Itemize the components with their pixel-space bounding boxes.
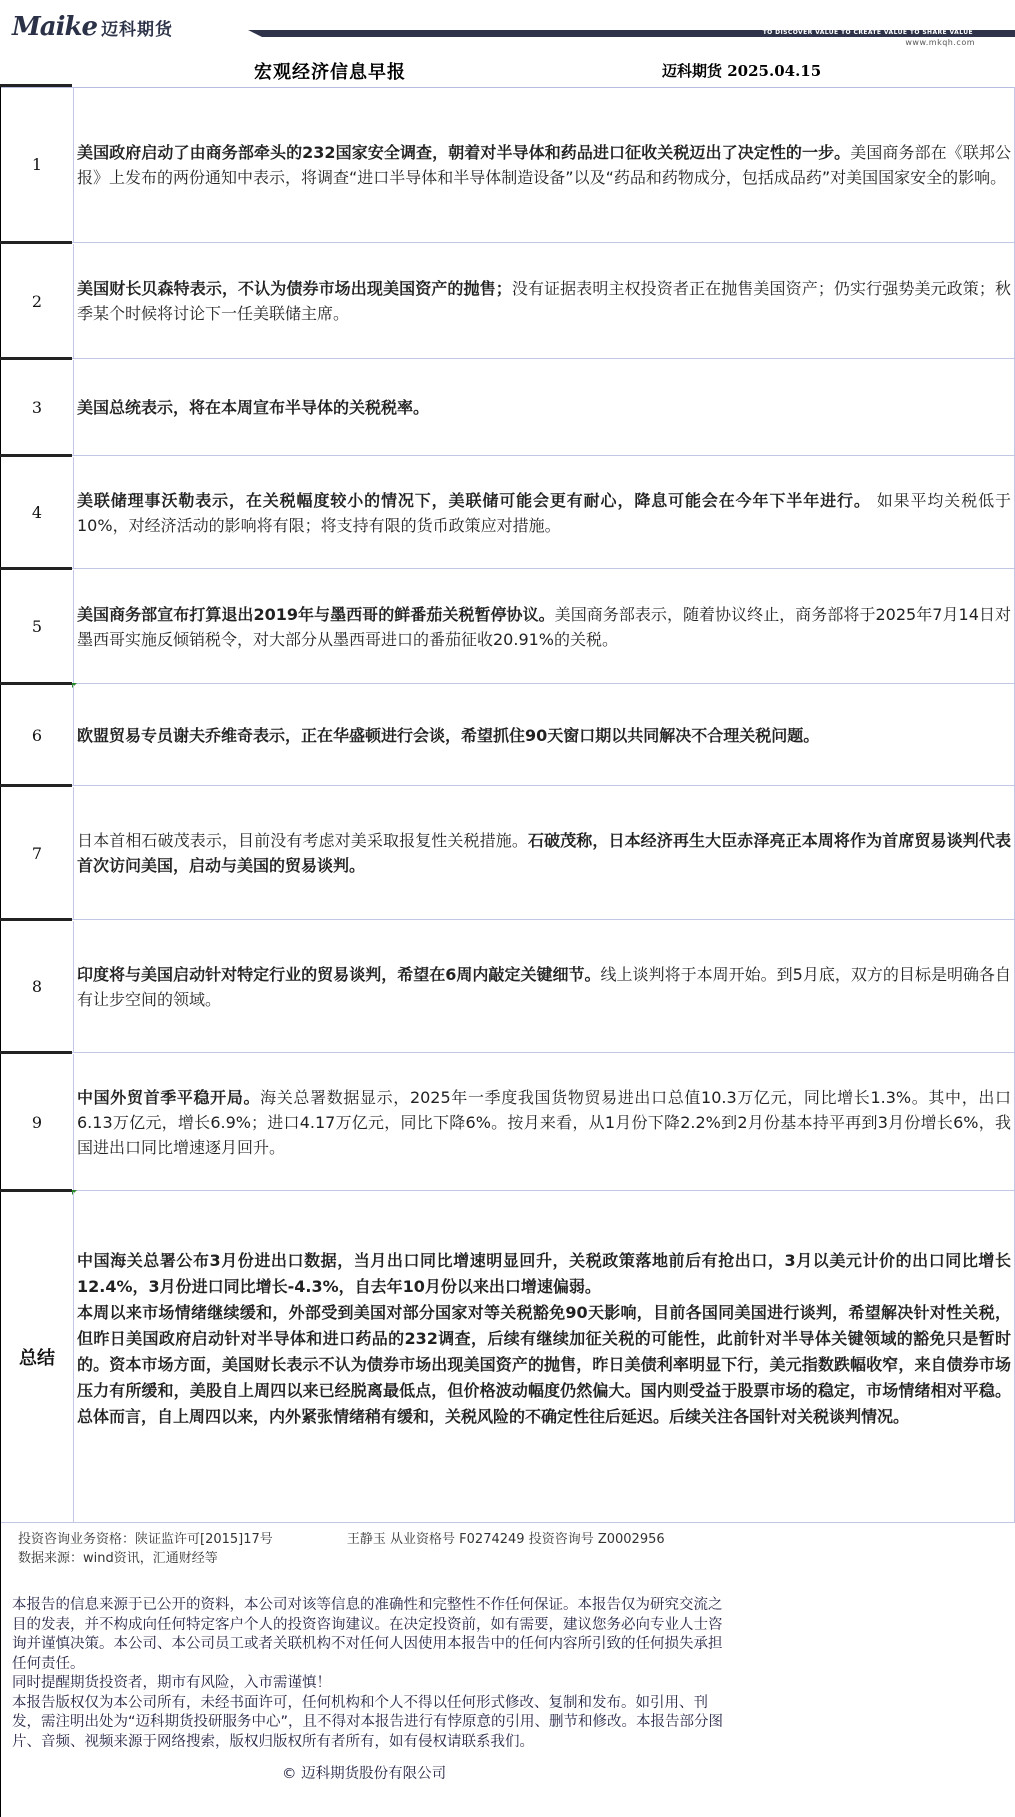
- row-body: 美国商务部表示，随着协议终止，商务部将于2025年7月14日对墨西哥实施反倾销税令，对大部分从墨西哥进口的番茄征收20.91%的关税。: [77, 604, 1011, 649]
- summary-label: 总结: [0, 1192, 74, 1522]
- website-link[interactable]: www.mkqh.com: [905, 38, 975, 47]
- news-row: [0, 457, 1015, 569]
- news-row: [0, 1054, 1015, 1191]
- row-content: [77, 457, 1011, 568]
- qualification-text: 投资咨询业务资格：陕证监许可[2015]17号: [18, 1532, 273, 1547]
- row-headline: 中国外贸首季平稳开局。: [77, 1087, 261, 1107]
- row-body: 如果平均关税低于10%，对经济活动的影响将有限；将支持有限的货币政策应对措施。: [77, 490, 1011, 535]
- news-row: [0, 685, 1015, 786]
- analyst-text: 王静玉 从业资格号 F0274249 投资咨询号 Z0002956: [346, 1532, 665, 1547]
- data-source-text: 数据来源：wind资讯，汇通财经等: [18, 1551, 218, 1566]
- row-content: [77, 1054, 1011, 1190]
- row-body: 没有证据表明主权投资者正在抛售美国资产；仍实行强势美元政策；秋季某个时候将讨论下一任美联储主席。: [77, 279, 1011, 323]
- row-content: [77, 244, 1011, 358]
- summary-paragraph-2: 本周以来市场情绪继续缓和，外部受到美国对部分国家对等关税豁免90天影响，目前各国同美国进行谈判，希望解决针对性关税，但昨日美国政府启动针对半导体和进口药品的232调查，后续有继续加征关税的可能性，此前针对半导体关键领域的豁免只是暂时的。资本市场方面，美国财长表示不认为债券市场出现美国资产的抛售，昨日美债利率明显下行，美元指数跌幅收窄，来自债券市场压力有所缓和，美股自上周四以来已经脱离最低点，但价格波动幅度仍然偏大。国内则受益于股票市场的稳定，市场情绪相对平稳。总体而言，自上周四以来，内外紧张情绪稍有缓和，关税风险的不确定性往后延迟。后续关注各国针对关税谈判情况。: [77, 1303, 1011, 1426]
- footer-left-rule: [0, 1522, 1, 1817]
- row-number: 9: [0, 1054, 74, 1190]
- summary-paragraph-1: 中国海关总署公布3月份进出口数据，当月出口同比增速明显回升，关税政策落地前后有抢出口，3月以美元计价的出口同比增长12.4%，3月份进口同比增长-4.3%，自去年10月份以来出口增速偏弱。: [77, 1251, 1011, 1296]
- copyright-notice-paragraph: 本报告版权仅为本公司所有，未经书面许可，任何机构和个人不得以任何形式修改、复制和发布。如引用、刊发，需注明出处为“迈科期货投研服务中心”，且不得对本报告进行有悖原意的引用、删节和修改。本报告部分图片、音频、视频来源于网络搜索，版权归版权所有者所有，如有侵权请联系我们。: [12, 1694, 724, 1750]
- summary-content: [77, 1192, 1011, 1522]
- news-row: [0, 360, 1015, 456]
- news-row: [0, 570, 1015, 684]
- row-content: [77, 685, 1011, 785]
- disclaimer: [12, 1596, 736, 1752]
- summary-row: [0, 1192, 1015, 1523]
- row-content: [77, 360, 1011, 455]
- row-number: 1: [0, 87, 74, 242]
- row-headline: 欧盟贸易专员谢夫乔维奇表示，正在华盛顿进行会谈，希望抓住90天窗口期以共同解决不合理关税问题。: [77, 725, 820, 745]
- row-content: [77, 87, 1011, 242]
- footer-info: [18, 1530, 665, 1568]
- row-body: 日本首相石破茂表示，目前没有考虑对美采取报复性关税措施。: [77, 831, 528, 850]
- row-content: [77, 570, 1011, 683]
- company-logo: [12, 12, 173, 42]
- row-headline: 印度将与美国启动针对特定行业的贸易谈判，希望在6周内敲定关键细节。: [77, 964, 601, 984]
- row-number: 6: [0, 685, 74, 785]
- row-headline: 美国总统表示，将在本周宣布半导体的关税税率。: [77, 398, 430, 417]
- row-number: 4: [0, 457, 74, 568]
- row-headline: 美国商务部宣布打算退出2019年与墨西哥的鲜番茄关税暂停协议。: [77, 604, 555, 624]
- logo-chinese-text: 迈科期货: [101, 19, 174, 40]
- row-number: 8: [0, 921, 74, 1052]
- report-date: 迈科期货 2025.04.15: [662, 62, 822, 80]
- row-body: 海关总署数据显示，2025年一季度我国货物贸易进出口总值10.3万亿元，同比增长1.3%。其中，出口6.13万亿元，增长6.9%；进口4.17万亿元，同比下降6%。按月来看，从1月份下降2.2%到2月份基本持平再到3月份增长6%，我国进出口同比增速逐月回升。: [77, 1087, 1011, 1157]
- news-row: [0, 921, 1015, 1053]
- news-row: [0, 787, 1015, 920]
- row-number: 3: [0, 360, 74, 455]
- risk-warning: 同时提醒期货投资者，期市有风险，入市需谨慎！: [12, 1675, 331, 1691]
- row-body-bold: 石破茂称，日本经济再生大臣赤泽亮正本周将作为首席贸易谈判代表首次访问美国，启动与美国的贸易谈判。: [77, 831, 1011, 875]
- news-row: [0, 87, 1015, 243]
- copyright: © 迈科期货股份有限公司: [282, 1766, 447, 1782]
- title-row: [0, 50, 1015, 88]
- page-title: 宏观经济信息早报: [254, 62, 406, 83]
- row-body: 美国商务部在《联邦公报》上发布的两份通知中表示，将调查“进口半导体和半导体制造设备”以及“药品和药物成分，包括成品药”对美国国家安全的影响。: [77, 142, 1011, 187]
- row-number: 5: [0, 570, 74, 683]
- row-number: 2: [0, 244, 74, 358]
- news-row: [0, 244, 1015, 359]
- row-content: [77, 921, 1011, 1052]
- row-headline: 美国财长贝森特表示，不认为债券市场出现美国资产的抛售；: [77, 279, 512, 298]
- header-banner: [0, 0, 1015, 50]
- row-content: [77, 787, 1011, 919]
- logo-latin-text: Maike: [12, 12, 98, 42]
- row-number: 7: [0, 787, 74, 919]
- row-headline: 美联储理事沃勒表示，在关税幅度较小的情况下，美联储可能会更有耐心，降息可能会在今年下半年进行。: [77, 490, 871, 510]
- row-body: 线上谈判将于本周开始。到5月底，双方的目标是明确各自有让步空间的领域。: [77, 964, 1012, 1009]
- slogan: TO DISCOVER VALUE TO CREATE VALUE TO SHARE VALUE: [762, 29, 973, 36]
- disclaimer-paragraph: 本报告的信息来源于已公开的资料，本公司对该等信息的准确性和完整性不作任何保证。本报告仅为研究交流之目的发表，并不构成向任何特定客户个人的投资咨询建议。在决定投资前，如有需要，建议您务必向专业人士咨询并谨慎决策。本公司、本公司员工或者关联机构不对任何人因使用本报告中的任何内容所引致的任何损失承担任何责任。: [12, 1597, 723, 1672]
- row-headline: 美国政府启动了由商务部牵头的232国家安全调查，朝着对半导体和药品进口征收关税迈出了决定性的一步。: [77, 142, 851, 162]
